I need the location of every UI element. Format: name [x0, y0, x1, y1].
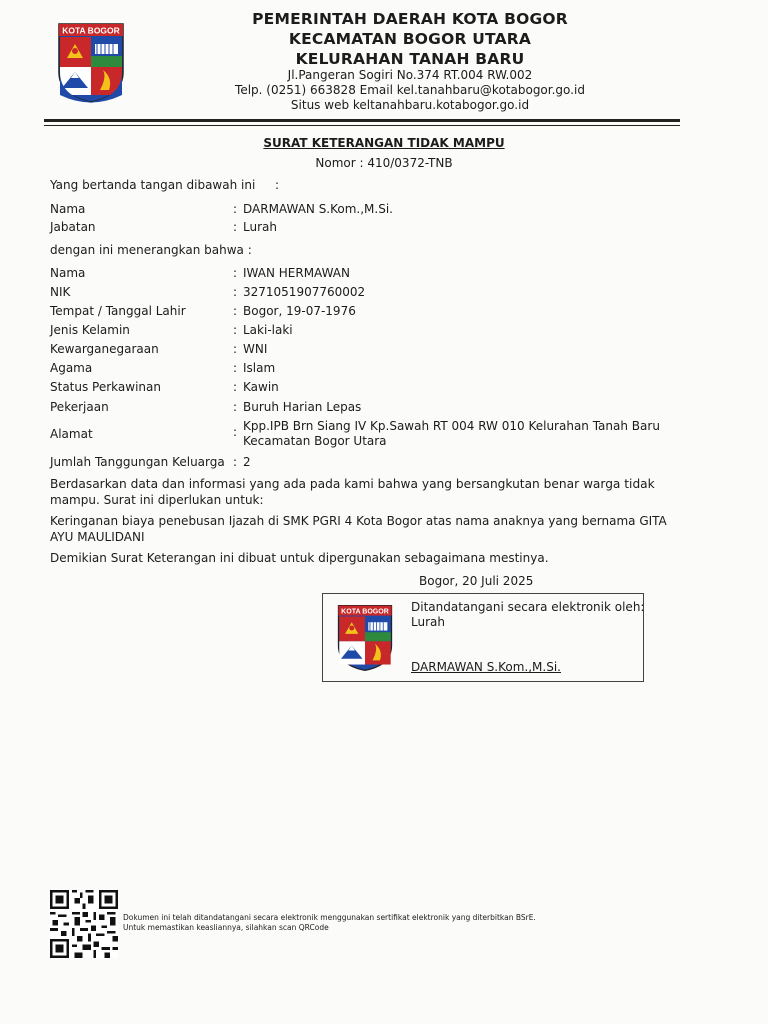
- header-district: KECAMATAN BOGOR UTARA: [288, 30, 532, 48]
- header-address: Jl.Pangeran Sogiri No.374 RT.004 RW.002: [287, 68, 533, 82]
- signer-position-colon: :: [233, 220, 238, 234]
- subject-address-colon: :: [233, 425, 238, 439]
- subject-name-label: Nama: [50, 266, 86, 280]
- subject-address-line2: Kecamatan Bogor Utara: [243, 434, 387, 448]
- signer-name-value: DARMAWAN S.Kom.,M.Si.: [243, 202, 393, 216]
- header-government: PEMERINTAH DAERAH KOTA BOGOR: [252, 10, 568, 28]
- statement-text: dengan ini menerangkan bahwa :: [50, 243, 252, 257]
- signer-position-value: Lurah: [243, 220, 277, 234]
- subject-nik-value: 3271051907760002: [243, 285, 366, 299]
- subject-religion-label: Agama: [50, 361, 93, 375]
- subject-name-colon: :: [233, 266, 238, 280]
- subject-citizenship-colon: :: [233, 342, 238, 356]
- subject-address-label: Alamat: [50, 427, 93, 441]
- header-divider-thin: [44, 125, 680, 126]
- place-date: Bogor, 20 Juli 2025: [419, 574, 534, 588]
- subject-birth-label: Tempat / Tanggal Lahir: [50, 304, 186, 318]
- dependents-colon: :: [233, 455, 238, 469]
- subject-marital-colon: :: [233, 380, 238, 394]
- subject-gender-colon: :: [233, 323, 238, 337]
- paragraph-basis-line1: Berdasarkan data dan informasi yang ada pada kami bahwa yang bersangkutan benar warga tidak: [50, 477, 655, 491]
- subject-gender-label: Jenis Kelamin: [50, 323, 130, 337]
- header-contact: Telp. (0251) 663828 Email kel.tanahbaru@kotabogor.go.id: [235, 83, 585, 97]
- subject-occupation-value: Buruh Harian Lepas: [243, 400, 362, 414]
- subject-citizenship-label: Kewarganegaraan: [50, 342, 159, 356]
- subject-religion-value: Islam: [243, 361, 276, 375]
- signature-position: Lurah: [411, 615, 445, 629]
- closing-text: Demikian Surat Keterangan ini dibuat untuk dipergunakan sebagaimana mestinya.: [50, 551, 549, 565]
- subject-citizenship-value: WNI: [243, 342, 268, 356]
- header-website: Situs web keltanahbaru.kotabogor.go.id: [290, 98, 530, 112]
- paragraph-purpose-line1: Keringanan biaya penebusan Ijazah di SMK PGRI 4 Kota Bogor atas nama anaknya yang bernama GITA: [50, 514, 667, 528]
- subject-gender-value: Laki-laki: [243, 323, 293, 337]
- header-village: KELURAHAN TANAH BARU: [295, 50, 525, 68]
- subject-birth-colon: :: [233, 304, 238, 318]
- paragraph-basis-line2: mampu. Surat ini diperlukan untuk:: [50, 493, 264, 507]
- document-number: Nomor : 410/0372-TNB: [315, 156, 453, 170]
- signer-name-label: Nama: [50, 202, 86, 216]
- kota-bogor-logo: [57, 22, 125, 104]
- subject-occupation-colon: :: [233, 400, 238, 414]
- subject-occupation-label: Pekerjaan: [50, 400, 109, 414]
- subject-nik-colon: :: [233, 285, 238, 299]
- subject-birth-value: Bogor, 19-07-1976: [243, 304, 356, 318]
- svg-text:KOTA BOGOR: KOTA BOGOR: [62, 25, 120, 36]
- subject-marital-value: Kawin: [243, 380, 279, 394]
- signed-by-text: Ditandatangani secara elektronik oleh:: [411, 600, 645, 614]
- subject-religion-colon: :: [233, 361, 238, 375]
- svg-text:KOTA BOGOR: KOTA BOGOR: [341, 608, 389, 616]
- signer-name-colon: :: [233, 202, 238, 216]
- footer-certificate-note: Dokumen ini telah ditandatangani secara elektronik menggunakan sertifikat elektronik yang diterbitkan BSrE.: [123, 913, 536, 922]
- signer-position-label: Jabatan: [50, 220, 96, 234]
- subject-address-line1: Kpp.IPB Brn Siang IV Kp.Sawah RT 004 RW 010 Kelurahan Tanah Baru: [243, 419, 660, 433]
- intro-colon: :: [275, 178, 280, 192]
- subject-marital-label: Status Perkawinan: [50, 380, 161, 394]
- footer-qr-note: Untuk memastikan keasliannya, silahkan scan QRCode: [123, 923, 329, 932]
- paragraph-purpose-line2: AYU MAULIDANI: [50, 530, 145, 544]
- dependents-value: 2: [243, 455, 251, 469]
- dependents-label: Jumlah Tanggungan Keluarga: [50, 455, 225, 469]
- electronic-signature-box: [322, 593, 644, 682]
- document-title: SURAT KETERANGAN TIDAK MAMPU: [263, 136, 505, 150]
- signature-name: DARMAWAN S.Kom.,M.Si.: [411, 660, 561, 674]
- kota-bogor-seal-icon: [335, 604, 395, 672]
- subject-name-value: IWAN HERMAWAN: [243, 266, 350, 280]
- qr-code-icon: [50, 890, 118, 958]
- subject-nik-label: NIK: [50, 285, 71, 299]
- header-divider-thick: [44, 119, 680, 122]
- intro-text: Yang bertanda tangan dibawah ini: [50, 178, 256, 192]
